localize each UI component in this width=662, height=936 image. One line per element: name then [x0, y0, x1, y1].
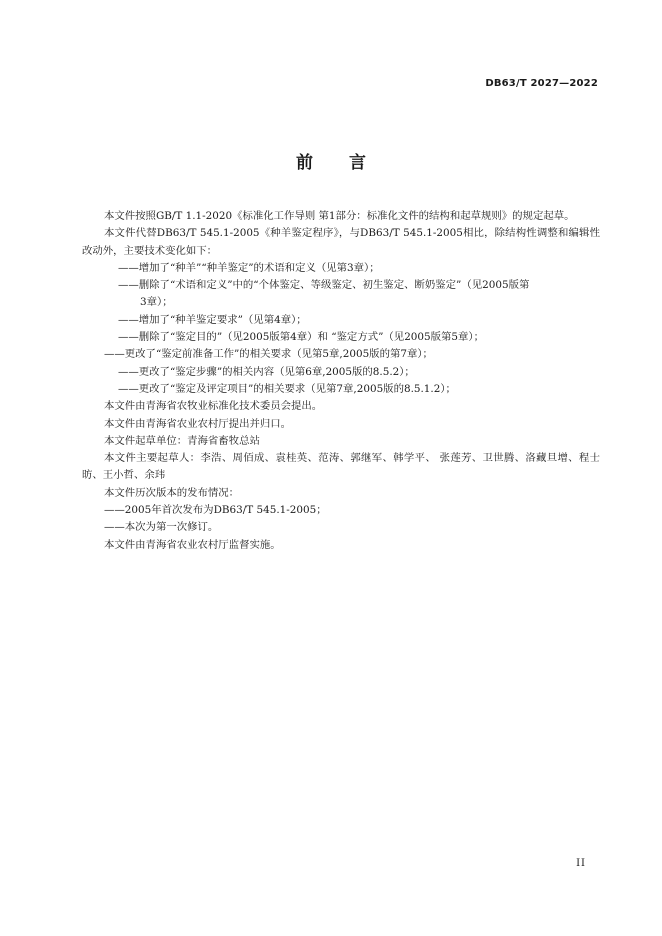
change-item: ——增加了“种羊”“种羊鉴定”的术语和定义（见第3章）；: [118, 261, 380, 274]
title-char-2: 言: [349, 153, 366, 173]
change-item: ——更改了“鉴定前准备工作”的相关要求（见第5章,2005版的第7章）；: [104, 348, 433, 361]
paragraph-drafting-unit: 本文件起草单位：青海省畜牧总站: [104, 434, 260, 447]
change-item: ——删除了“鉴定目的”（见2005版第4章）和 “鉴定方式”（见2005版第5章）；: [118, 331, 485, 344]
change-item: [82, 277, 600, 312]
change-item-continuation: 3章）；: [140, 296, 173, 309]
change-item: ——更改了“鉴定及评定项目”的相关要求（见第7章,2005版的8.5.1.2）；: [118, 382, 456, 395]
change-item-text: ——删除了“术语和定义”中的“个体鉴定、等级鉴定、初生鉴定、断奶鉴定”（见2005版第: [118, 279, 530, 292]
paragraph-version-history: 本文件历次版本的发布情况：: [104, 486, 240, 499]
paragraph-administrator: 本文件由青海省农业农村厅提出并归口。: [104, 417, 292, 430]
page-title: [0, 148, 662, 173]
paragraph-drafting-rules: 本文件按照GB/T 1.1-2020《标准化工作导则 第1部分：标准化文件的结构和起草规则》的规定起草。: [104, 210, 575, 222]
history-item: ——2005年首次发布为DB63/T 545.1-2005；: [104, 504, 327, 517]
page-number: II: [576, 858, 586, 869]
change-item: ——增加了“种羊鉴定要求”（见第4章）；: [118, 313, 307, 326]
paragraph-replacement: 本文件代替DB63/T 545.1-2005《种羊鉴定程序》，与DB63/T 545.1-2005相比，除结构性调整和编辑性改动外，主要技术变化如下：: [82, 227, 600, 257]
paragraph-drafters: 本文件主要起草人：李浩、周佰成、袁桂英、范涛、郭继军、韩学平、 张莲芳、卫世腾、洛藏旦增、程士昉、王小哲、余玮: [82, 452, 600, 482]
history-item: ——本次为第一次修订。: [104, 521, 219, 534]
change-item: ——更改了“鉴定步骤”的相关内容（见第6章,2005版的8.5.2）；: [118, 365, 415, 378]
title-char-1: 前: [296, 153, 313, 173]
foreword-body: [82, 208, 600, 554]
paragraph-supervision: 本文件由青海省农业农村厅监督实施。: [104, 538, 281, 551]
document-code: DB63/T 2027—2022: [485, 78, 598, 89]
paragraph-proposer: 本文件由青海省农牧业标准化技术委员会提出。: [104, 400, 323, 413]
